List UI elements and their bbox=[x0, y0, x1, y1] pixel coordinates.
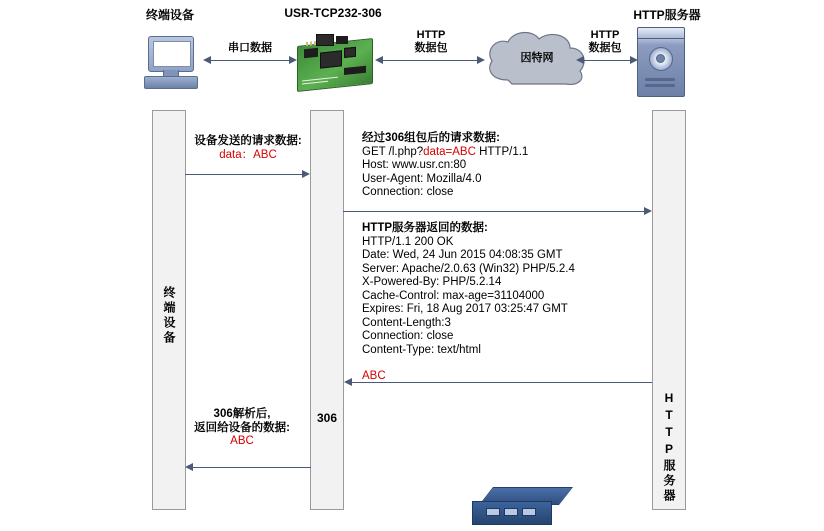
label-http-server: HTTP服务器 bbox=[633, 8, 701, 22]
label-internet: 因特网 bbox=[520, 52, 554, 64]
msg2-line-4: Connection: close bbox=[362, 186, 454, 198]
msg4-line-2: ABC bbox=[230, 435, 254, 447]
msg3-line-1: HTTP/1.1 200 OK bbox=[362, 235, 454, 248]
msg3-line-5: Cache-Control: max-age=31104000 bbox=[362, 289, 545, 302]
lifeline-module-306-label: 306 bbox=[316, 411, 338, 425]
lifeline-terminal-device-label: 终端设备 bbox=[162, 286, 176, 346]
message-device-request bbox=[188, 135, 308, 162]
label-http-packet-right-line2: 数据包 bbox=[588, 42, 622, 54]
msg3-line-11: ABC bbox=[362, 370, 386, 382]
msg4-line-1: 返回给设备的数据: bbox=[194, 421, 290, 434]
message-module-to-device-response bbox=[178, 408, 306, 449]
message-device-request-line-1: data：ABC bbox=[219, 148, 277, 161]
msg3-line-3: Server: Apache/2.0.63 (Win32) PHP/5.2.4 bbox=[362, 262, 575, 275]
msg3-line-4: X-Powered-By: PHP/5.2.14 bbox=[362, 276, 502, 288]
label-http-packet-right bbox=[570, 29, 640, 55]
msg2-line-3: User-Agent: Mozilla/4.0 bbox=[362, 172, 482, 185]
label-http-packet-right-line1: HTTP bbox=[590, 29, 620, 41]
message-module-to-server-request bbox=[362, 132, 662, 200]
lifeline-http-server-label: HTTP服务器 bbox=[662, 391, 676, 504]
msg2-line-0: 经过306组包后的请求数据: bbox=[362, 132, 501, 144]
msg3-line-9: Content-Type: text/html bbox=[362, 343, 481, 356]
msg4-line-0: 306解析后, bbox=[213, 408, 271, 420]
msg3-line-2: Date: Wed, 24 Jun 2015 04:08:35 GMT bbox=[362, 249, 563, 261]
msg3-line-6: Expires: Fri, 18 Aug 2017 03:25:47 GMT bbox=[362, 303, 568, 315]
msg2-line-2: Host: www.usr.cn:80 bbox=[362, 159, 467, 171]
label-serial-data: 串口数据 bbox=[228, 42, 272, 54]
msg3-line-10 bbox=[362, 357, 662, 370]
label-module: USR-TCP232-306 bbox=[284, 6, 382, 20]
label-terminal-device: 终端设备 bbox=[145, 8, 194, 22]
msg3-line-8: Connection: close bbox=[362, 330, 454, 342]
msg2-line-1: GET /l.php?data=ABC HTTP/1.1 bbox=[362, 145, 529, 158]
msg3-line-0: HTTP服务器返回的数据: bbox=[362, 222, 488, 234]
lifeline-module-306 bbox=[310, 110, 344, 510]
label-http-packet-left-line1: HTTP bbox=[416, 29, 446, 41]
lifeline-terminal-device bbox=[152, 110, 186, 510]
message-server-response bbox=[362, 222, 662, 384]
label-http-packet-left bbox=[392, 29, 470, 55]
msg3-line-7: Content-Length:3 bbox=[362, 316, 451, 329]
label-http-packet-left-line2: 数据包 bbox=[414, 42, 448, 54]
message-device-request-line-0: 设备发送的请求数据: bbox=[194, 135, 302, 147]
